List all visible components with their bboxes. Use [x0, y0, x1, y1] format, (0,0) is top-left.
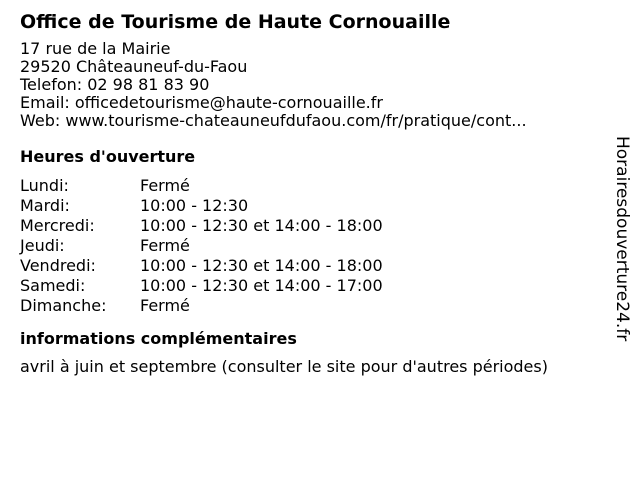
- hours-table: [20, 176, 590, 316]
- hours-value: 10:00 - 12:30 et 14:00 - 17:00: [140, 276, 383, 295]
- day-label: Lundi:: [20, 176, 69, 195]
- site-watermark: Horairesdouverture24.fr: [612, 136, 632, 342]
- day-label: Dimanche:: [20, 296, 107, 315]
- day-label: Samedi:: [20, 276, 86, 295]
- day-label: Jeudi:: [20, 236, 65, 255]
- hours-row-sunday: [20, 296, 590, 316]
- day-label: Vendredi:: [20, 256, 96, 275]
- address-block: [20, 40, 590, 130]
- hours-heading: Heures d'ouverture: [20, 147, 196, 166]
- hours-value: Fermé: [140, 176, 190, 195]
- hours-value: 10:00 - 12:30: [140, 196, 249, 215]
- hours-row-wednesday: [20, 216, 590, 236]
- hours-value: Fermé: [140, 236, 190, 255]
- street-line: 17 rue de la Mairie: [20, 39, 171, 58]
- hours-value: 10:00 - 12:30 et 14:00 - 18:00: [140, 216, 383, 235]
- hours-value: 10:00 - 12:30 et 14:00 - 18:00: [140, 256, 383, 275]
- info-text: avril à juin et septembre (consulter le site pour d'autres périodes): [20, 357, 548, 376]
- info-heading: informations complémentaires: [20, 329, 297, 348]
- email-line: Email: officedetourisme@haute-cornouaille.fr: [20, 93, 383, 112]
- hours-row-monday: [20, 176, 590, 196]
- hours-value: Fermé: [140, 296, 190, 315]
- web-line: Web: www.tourisme-chateauneufdufaou.com/fr/pratique/cont...: [20, 111, 527, 130]
- day-label: Mercredi:: [20, 216, 95, 235]
- hours-row-tuesday: [20, 196, 590, 216]
- hours-row-saturday: [20, 276, 590, 296]
- city-line: 29520 Châteauneuf-du-Faou: [20, 57, 248, 76]
- business-card: [20, 10, 590, 377]
- hours-row-friday: [20, 256, 590, 276]
- day-label: Mardi:: [20, 196, 70, 215]
- page-title: Office de Tourisme de Haute Cornouaille: [20, 11, 451, 33]
- hours-row-thursday: [20, 236, 590, 256]
- phone-line: Telefon: 02 98 81 83 90: [20, 75, 210, 94]
